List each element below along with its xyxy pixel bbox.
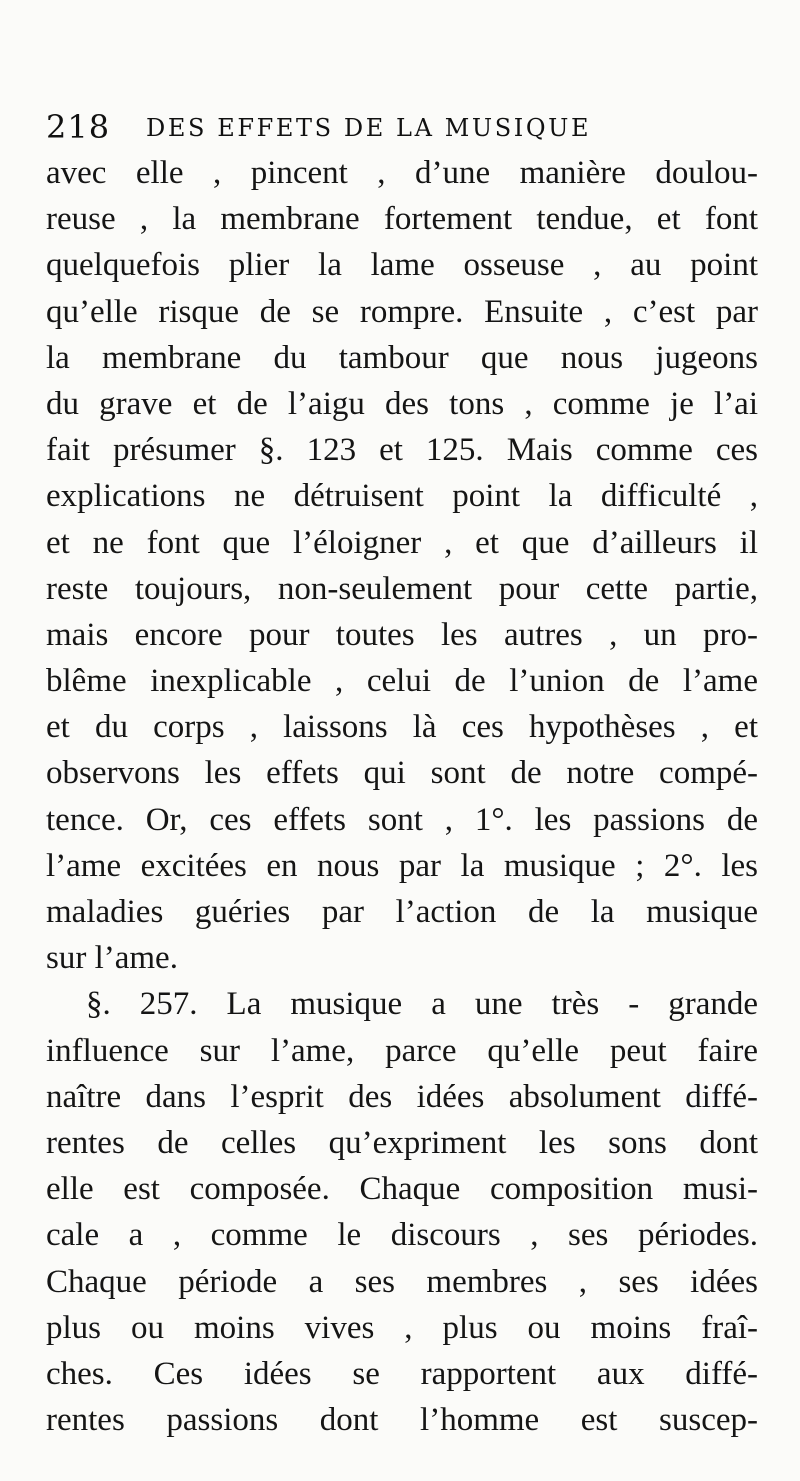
text-line: explications ne détruisent point la difficulté , <box>46 478 758 515</box>
page-header <box>46 108 746 152</box>
running-title: DES EFFETS DE LA MUSIQUE <box>146 114 592 142</box>
text-line: reuse , la membrane fortement tendue, et font <box>46 201 758 238</box>
text-line: fait présumer §. 123 et 125. Mais comme ces <box>46 432 758 469</box>
text-line: quelquefois plier la lame osseuse , au point <box>46 247 758 284</box>
text-line: influence sur l’ame, parce qu’elle peut faire <box>46 1032 758 1069</box>
text-line: observons les effets qui sont de notre compé- <box>46 755 758 792</box>
text-line-paragraph-end: sur l’ame. <box>46 940 178 977</box>
text-line: qu’elle risque de se rompre. Ensuite , c’est par <box>46 293 758 330</box>
text-line: naître dans l’esprit des idées absolument diffé- <box>46 1078 758 1115</box>
text-line-section-start: §. 257. La musique a une très - grande <box>86 986 758 1023</box>
text-line: mais encore pour toutes les autres , un pro- <box>46 616 758 653</box>
text-line: rentes de celles qu’expriment les sons dont <box>46 1124 758 1161</box>
text-line: elle est composée. Chaque composition musi- <box>46 1171 758 1208</box>
text-line: l’ame excitées en nous par la musique ; 2°. les <box>46 847 758 884</box>
text-line: et du corps , laissons là ces hypothèses , et <box>46 709 758 746</box>
text-line: reste toujours, non-seulement pour cette partie, <box>46 570 758 607</box>
page-number: 218 <box>46 108 111 146</box>
text-line: cale a , comme le discours , ses périodes. <box>46 1217 758 1254</box>
text-line: tence. Or, ces effets sont , 1°. les passions de <box>46 801 758 838</box>
text-line: Chaque période a ses membres , ses idées <box>46 1263 758 1300</box>
text-line: du grave et de l’aigu des tons , comme je l’ai <box>46 385 758 422</box>
text-line: la membrane du tambour que nous jugeons <box>46 339 758 376</box>
text-line: plus ou moins vives , plus ou moins fraî- <box>46 1309 758 1346</box>
text-line: ches. Ces idées se rapportent aux diffé- <box>46 1355 758 1392</box>
text-line: maladies guéries par l’action de la musique <box>46 894 758 930</box>
text-line: avec elle , pincent , d’une manière doulou- <box>46 155 758 191</box>
body-text <box>46 150 758 1443</box>
text-line: et ne font que l’éloigner , et que d’ailleurs il <box>46 524 758 561</box>
text-line: blême inexplicable , celui de l’union de l’ame <box>46 663 758 700</box>
text-line: rentes passions dont l’homme est suscep- <box>46 1402 758 1439</box>
